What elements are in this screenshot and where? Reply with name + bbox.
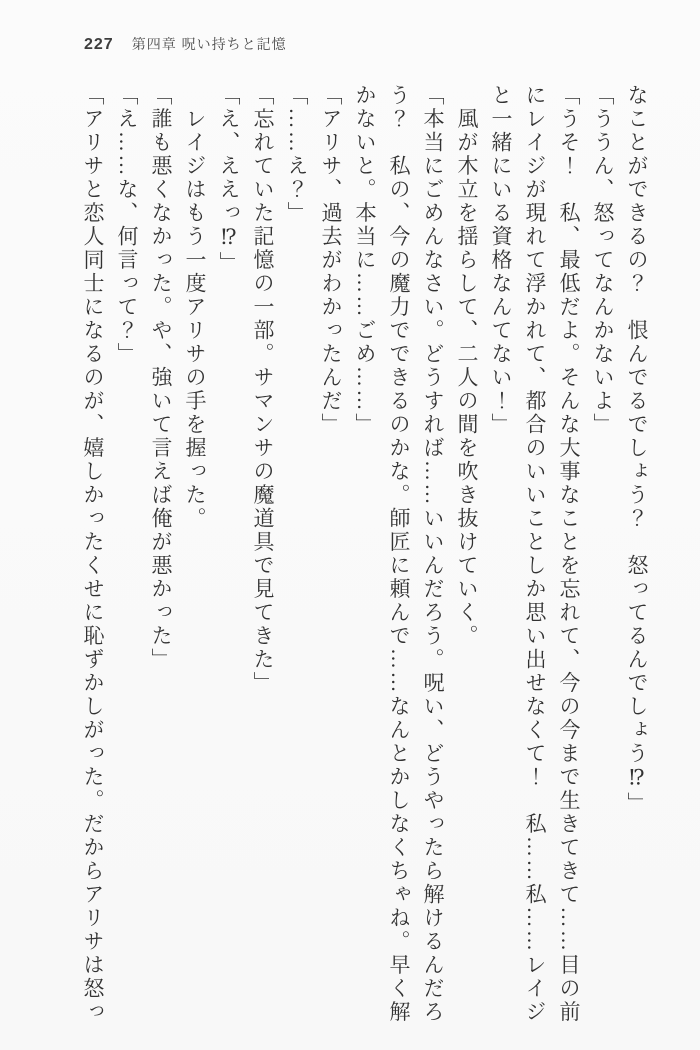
running-head — [84, 34, 287, 54]
paragraph-continuation: なことができるの？ 恨んでるでしょう？ 怒ってるんでしょう⁉」 — [625, 84, 649, 816]
paragraph-dialogue: 「……え？」 — [285, 84, 309, 225]
vertical-text-block — [76, 84, 654, 1024]
paragraph-dialogue: 「誰も悪くなかった。や、強いて言えば俺が悪かった」 — [149, 84, 173, 672]
paragraph-narration: 風が木立を揺らして、二人の間を吹き抜けていく。 — [455, 84, 479, 648]
paragraph-dialogue: 「アリサ、過去がわかったんだ」 — [319, 84, 343, 437]
paragraph-dialogue: 「本当にごめんなさい。どうすれば……いいんだろう。呪い、どうやったら解けるんだろう？ 私の、今の魔力でできるのかな。師匠に頼んで……なんとかしなくちゃね。早く解かないと。本当に……ごめ……」 — [353, 84, 445, 1024]
paragraph-dialogue: 「忘れていた記憶の一部。サマンサの魔道具で見てきた」 — [251, 84, 275, 695]
paragraph-dialogue: 「ううん、怒ってなんかないよ」 — [591, 84, 615, 437]
paragraph-dialogue: 「アリサと恋人同士になるのが、嬉しかったくせに恥ずかしがった。だからアリサは怒っ — [81, 84, 105, 1024]
chapter-title: 第四章 呪い持ちと記憶 — [131, 36, 287, 52]
page-number: 227 — [84, 36, 114, 53]
paragraph-dialogue: 「え、ええっ⁉」 — [217, 84, 241, 275]
paragraph-dialogue: 「え……な、何言って？」 — [115, 84, 139, 366]
paragraph-narration: レイジはもう一度アリサの手を握った。 — [183, 84, 207, 531]
paragraph-dialogue: 「うそ！ 私、最低だよ。そんな大事なことを忘れて、今の今まで生きてきて……目の前にレイジが現れて浮かれて、都合のいいことしか思い出せなくて！ 私……私……レイジと一緒にいる資格なんてない！」 — [489, 84, 581, 1024]
